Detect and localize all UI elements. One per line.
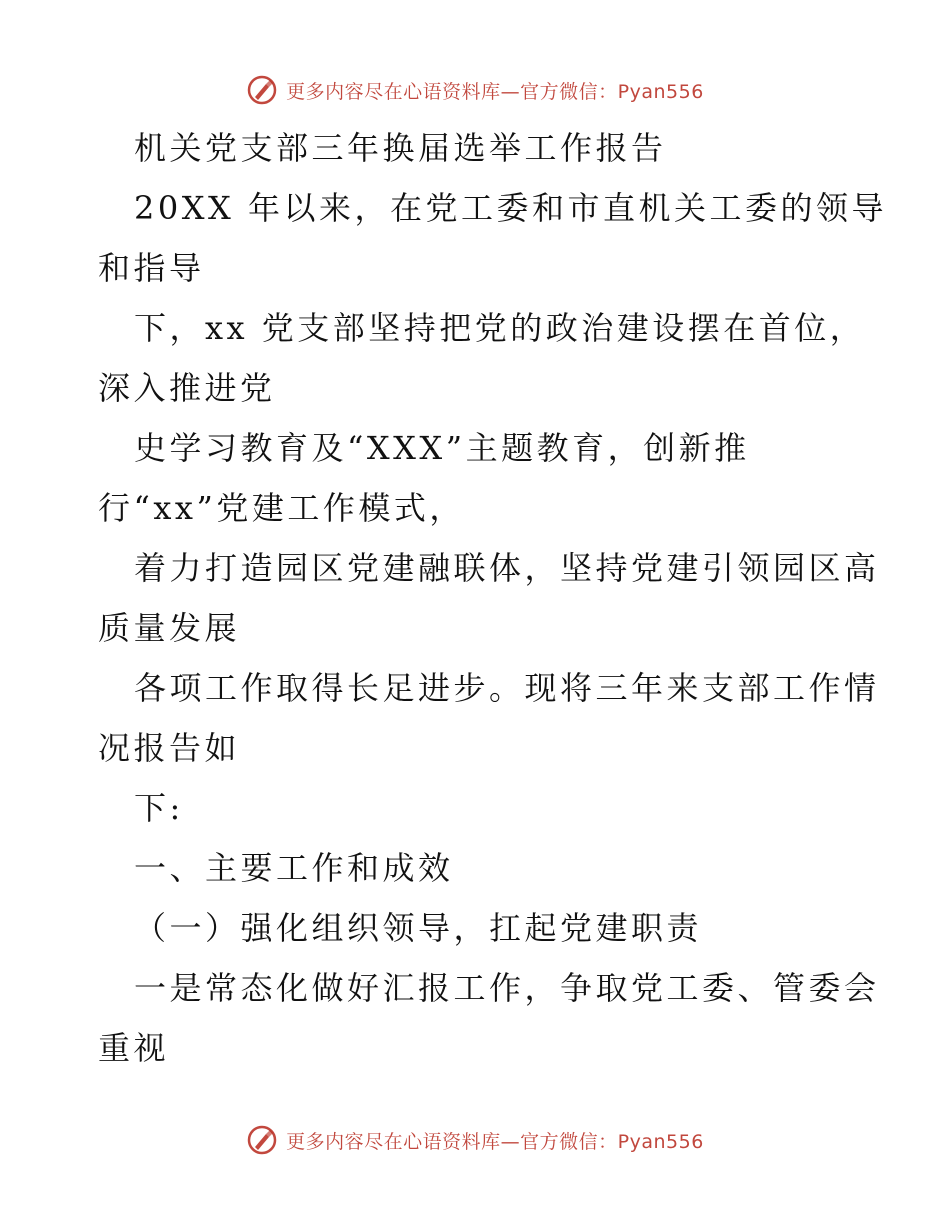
watermark-text: 更多内容尽在心语资料库—官方微信：Pyan556 [286, 1130, 704, 1153]
paragraph-line: 下: [134, 789, 184, 827]
paragraph-line: 一是常态化做好汇报工作，争取党工委、管委会 [134, 969, 880, 1007]
paragraph-line: 深入推进党 [98, 369, 276, 407]
pen-logo-icon [246, 74, 278, 106]
document-title: 机关党支部三年换届选举工作报告 [134, 129, 667, 167]
paragraph-line: 和指导 [98, 249, 205, 287]
paragraph-line: 20XX 年以来，在党工委和市直机关工委的领导 [134, 189, 887, 227]
paragraph-line: 史学习教育及“XXX”主题教育，创新推 [134, 429, 750, 467]
paragraph-line: 行“xx”党建工作模式， [98, 489, 465, 527]
watermark-banner-top [0, 70, 950, 110]
paragraph-line: 着力打造园区党建融联体，坚持党建引领园区高 [134, 549, 880, 587]
section-heading: 一、主要工作和成效 [134, 849, 454, 887]
pen-logo-icon [246, 1124, 278, 1156]
paragraph-line: 质量发展 [98, 609, 241, 647]
paragraph-line: 重视 [98, 1029, 170, 1067]
watermark-banner-bottom [0, 1120, 950, 1160]
paragraph-line: 下，xx 党支部坚持把党的政治建设摆在首位， [134, 309, 866, 347]
paragraph-line: 况报告如 [98, 729, 241, 767]
document-body [98, 118, 887, 1078]
watermark-text: 更多内容尽在心语资料库—官方微信：Pyan556 [286, 80, 704, 103]
paragraph-line: 各项工作取得长足进步。现将三年来支部工作情 [134, 669, 880, 707]
subsection-heading: （一）强化组织领导，扛起党建职责 [134, 909, 703, 947]
